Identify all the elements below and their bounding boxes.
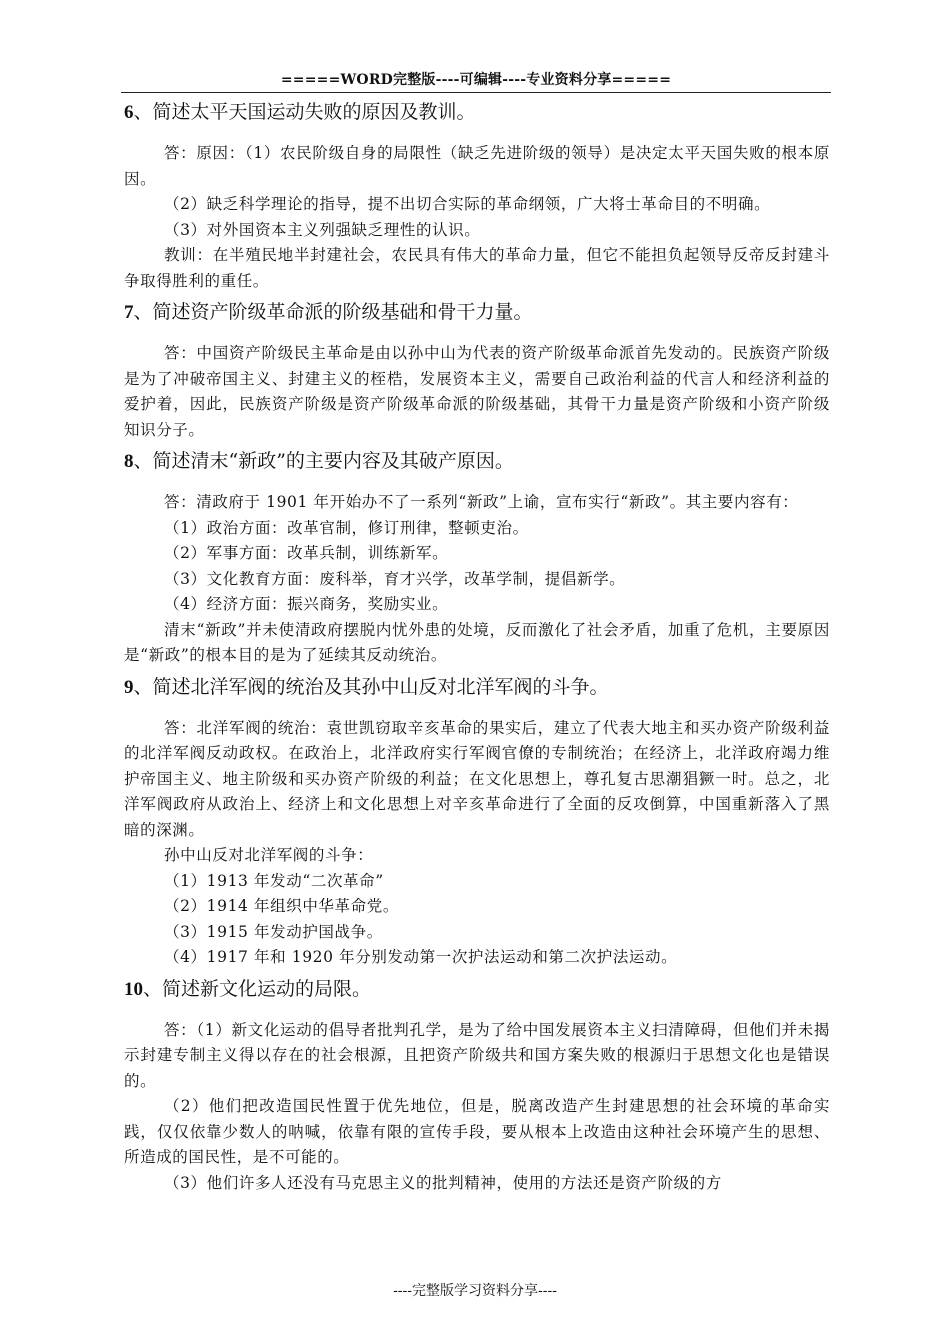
answer-paragraph: 教训：在半殖民地半封建社会，农民具有伟大的革命力量，但它不能担负起领导反帝反封建斗争取得胜利的重任。 [124,246,830,290]
answer-paragraph: （3）文化教育方面：废科举，育才兴学，改革学制，提倡新学。 [164,569,626,588]
question-number: 9 [124,676,134,698]
question-9 [124,673,830,971]
question-title [124,447,830,476]
answer-paragraph: （3）1915 年发动护国战争。 [164,922,383,941]
answer-paragraph: 答：北洋军阀的统治：袁世凯窃取辛亥革命的果实后，建立了代表大地主和买办资产阶级利益的北洋军阀反动政权。在政治上，北洋政府实行军阀官僚的专制统治；在经济上，北洋政府竭力维护帝国主义、地主阶级和买办资产阶级的利益；在文化思想上，尊孔复古思潮猖獗一时。总之，北洋军阀政府从政治上、经济上和文化思想上对辛亥革命进行了全面的反攻倒算，中国重新落入了黑暗的深渊。 [124,718,830,839]
answer [124,341,830,443]
document-body [124,98,830,1196]
page-header: =====WORD完整版----可编辑----专业资料分享===== [121,70,831,93]
answer-paragraph: （2）1914 年组织中华革命党。 [164,897,399,915]
answer-paragraph: 答：原因：（1）农民阶级自身的局限性（缺乏先进阶级的领导）是决定太平天国失败的根本原因。 [124,144,830,188]
answer-paragraph: （3）对外国资本主义列强缺乏理性的认识。 [164,220,481,239]
answer [124,490,830,669]
answer-paragraph: （3）他们许多人还没有马克思主义的批判精神，使用的方法还是资产阶级的方 [164,1173,722,1192]
answer-paragraph: 答：中国资产阶级民主革命是由以孙中山为代表的资产阶级革命派首先发动的。民族资产阶级是为了冲破帝国主义、封建主义的桎梏，发展资本主义，需要自己政治利益的代言人和经济利益的爱护着，因此，民族资产阶级是资产阶级革命派的阶级基础，其骨干力量是资产阶级和小资产阶级知识分子。 [124,344,830,439]
answer [124,716,830,971]
answer-paragraph: 答：清政府于 1901 年开始办不了一系列“新政”上谕，宣布实行“新政”。其主要内容有： [164,493,799,511]
question-10 [124,975,830,1197]
answer-paragraph: （4）经济方面：振兴商务，奖励实业。 [164,595,449,613]
question-8 [124,447,830,669]
question-text: 、简述太平天国运动失败的原因及教训。 [133,101,476,123]
answer-paragraph: 孙中山反对北洋军阀的斗争： [164,846,374,864]
question-title [124,298,830,327]
answer-paragraph: （4）1917 年和 1920 年分别发动第一次护法运动和第二次护法运动。 [164,948,678,966]
question-number: 6 [124,102,134,123]
question-7 [124,298,830,443]
question-title [124,98,830,127]
question-number: 8 [124,451,134,472]
answer-paragraph: 清末“新政”并未使清政府摆脱内忧外患的处境，反而激化了社会矛盾，加重了危机，主要原因是“新政”的根本目的是为了延续其反动统治。 [124,620,830,664]
question-number: 7 [124,302,134,323]
question-6 [124,98,830,294]
answer-paragraph: （1）政治方面：改革官制，修订刑律，整顿吏治。 [164,518,529,537]
question-title [124,673,830,702]
answer-paragraph: （1）1913 年发动“二次革命” [164,871,384,890]
question-title [124,975,830,1004]
answer-paragraph: 答：（1）新文化运动的倡导者批判孔学，是为了给中国发展资本主义扫清障碍，但他们并未揭示封建专制主义得以存在的社会根源，且把资产阶级共和国方案失败的根源归于思想文化也是错误的。 [124,1020,830,1090]
question-number: 10 [124,978,143,1000]
question-text: 、简述清末“新政”的主要内容及其破产原因。 [133,450,514,472]
question-text: 、简述新文化运动的局限。 [143,977,372,1000]
answer [124,1018,830,1197]
page-footer: ----完整版学习资料分享---- [393,1283,557,1299]
question-text: 、简述北洋军阀的统治及其孙中山反对北洋军阀的斗争。 [133,675,609,698]
answer [124,141,830,294]
question-text: 、简述资产阶级革命派的阶级基础和骨干力量。 [133,301,533,323]
answer-paragraph: （2）他们把改造国民性置于优先地位，但是，脱离改造产生封建思想的社会环境的革命实践，仅仅依靠少数人的呐喊，依靠有限的宣传手段，要从根本上改造由这种社会环境产生的思想、所造成的国民性，是不可能的。 [124,1097,830,1166]
answer-paragraph: （2）军事方面：改革兵制，训练新军。 [164,544,449,562]
answer-paragraph: （2）缺乏科学理论的指导，提不出切合实际的革命纲领，广大将士革命目的不明确。 [164,195,771,213]
